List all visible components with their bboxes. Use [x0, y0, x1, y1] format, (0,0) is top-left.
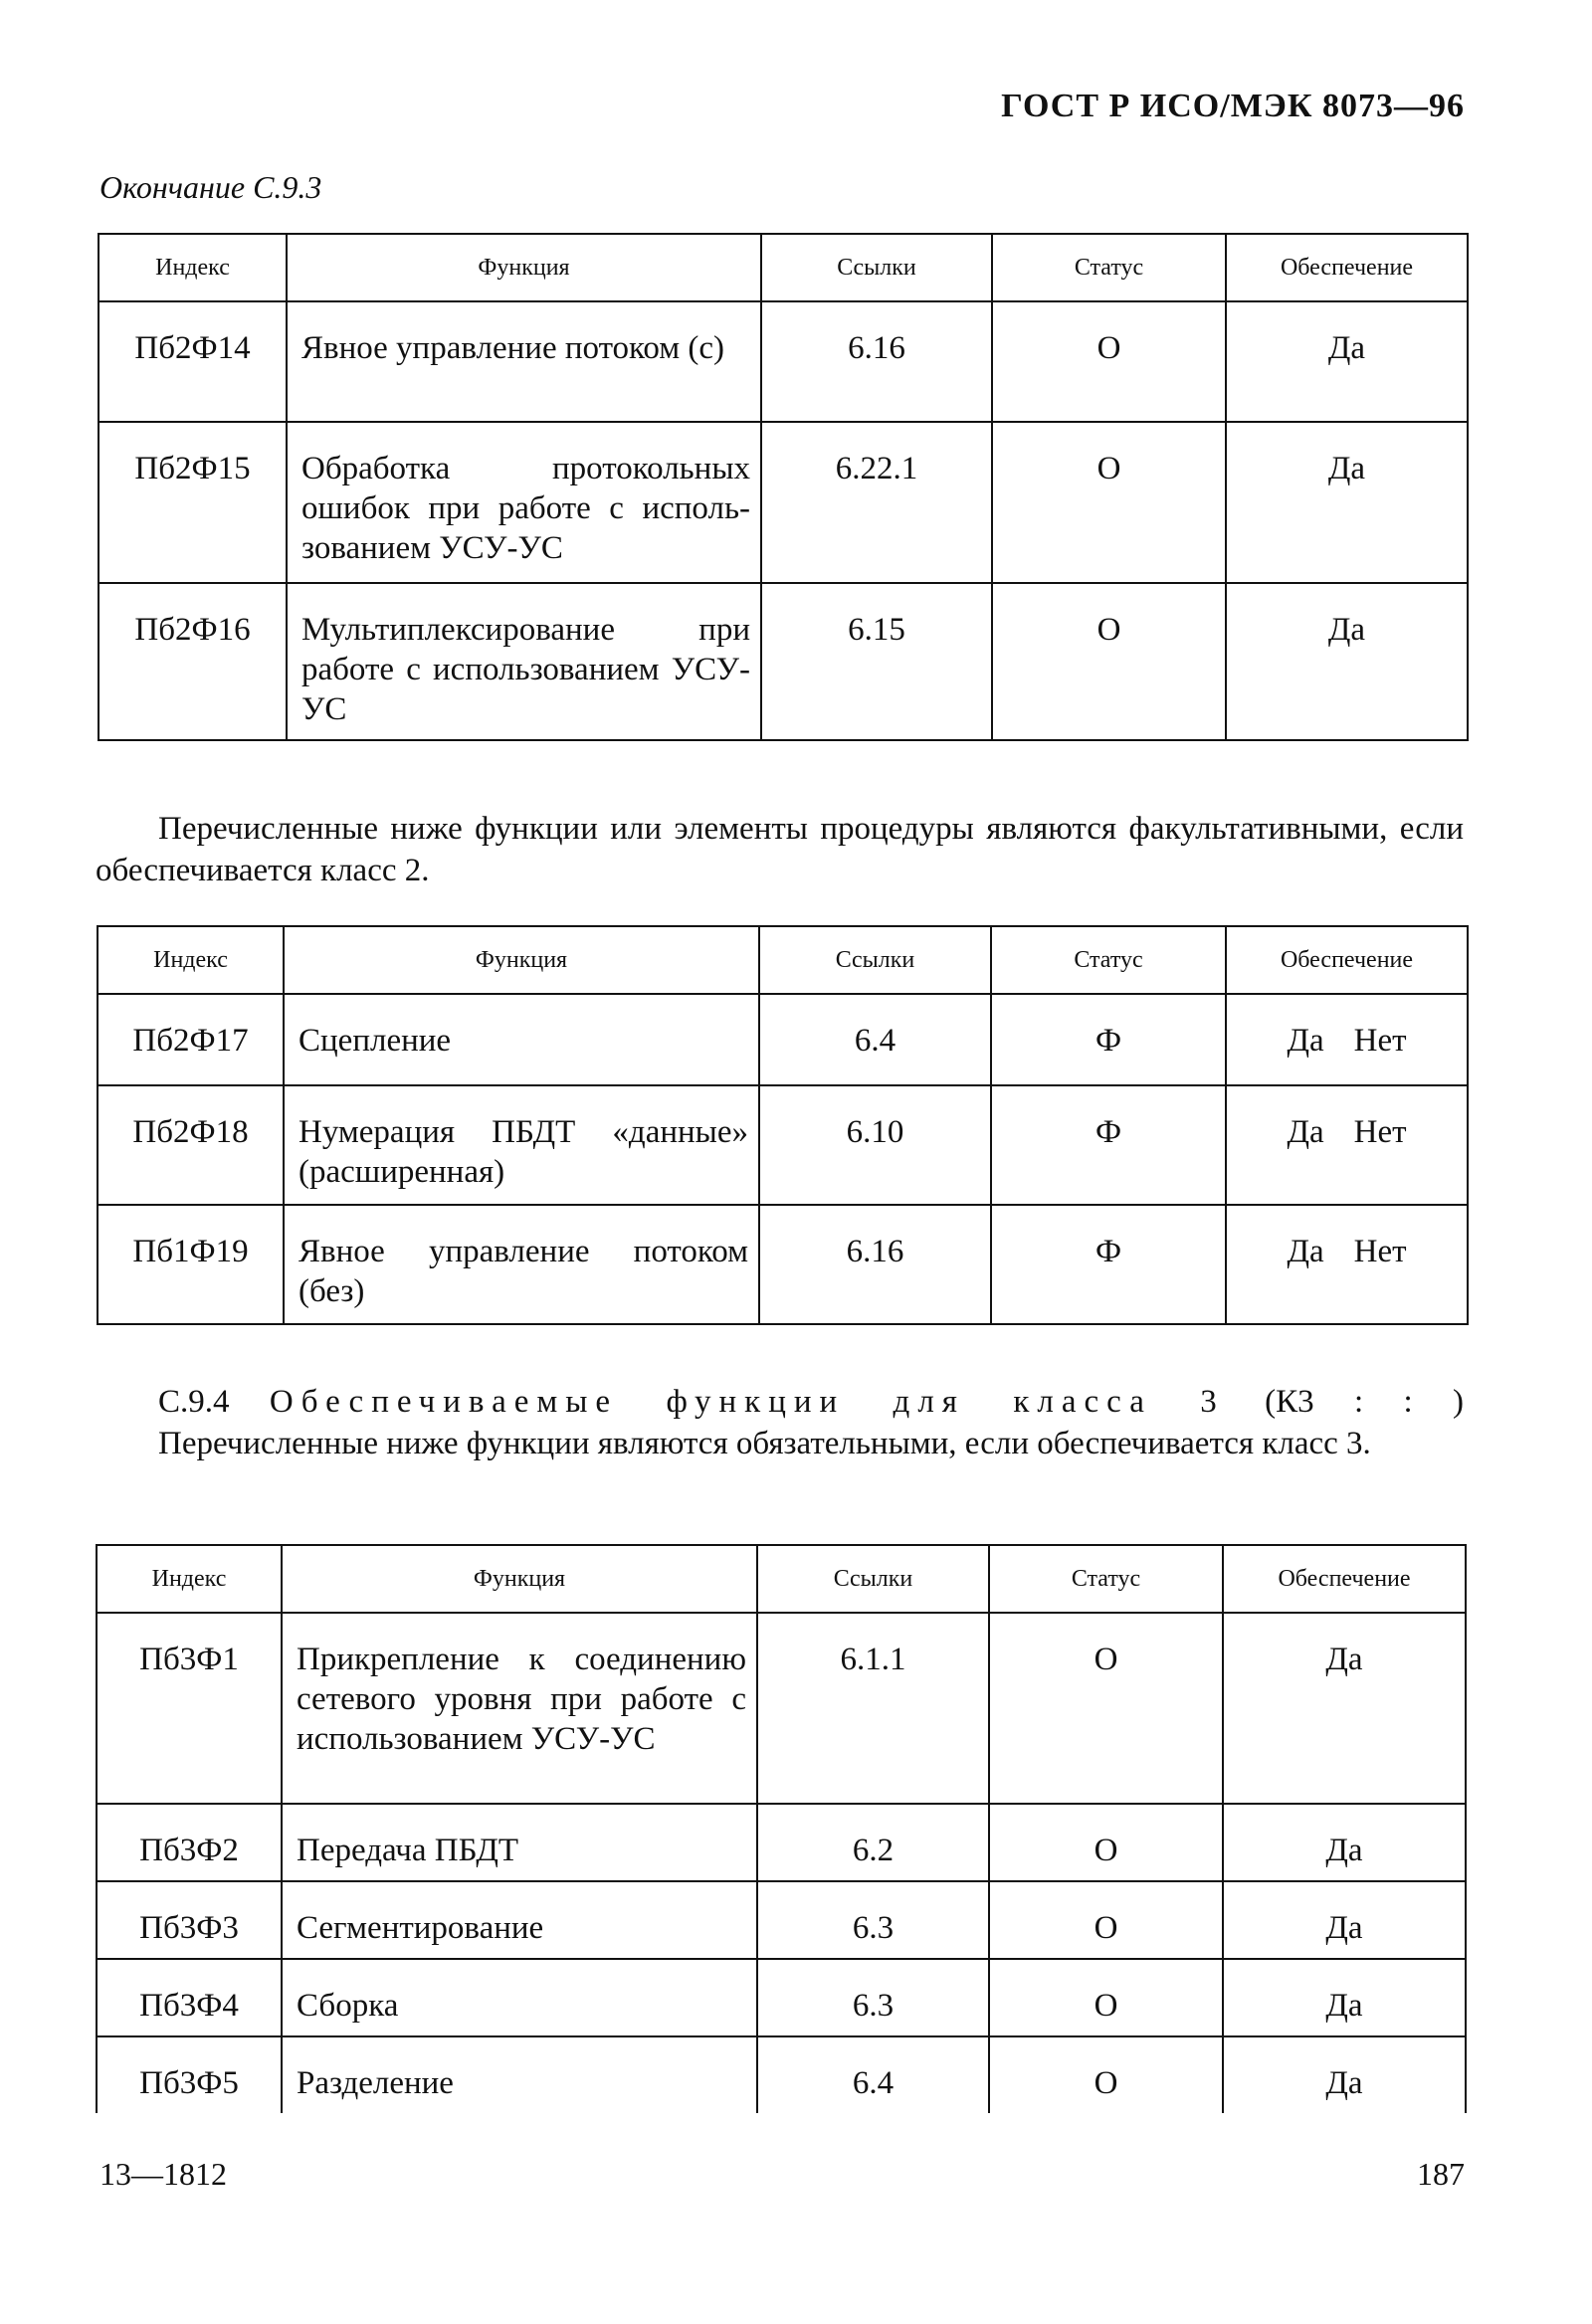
cell-function: Сцепление	[284, 994, 759, 1085]
cell-provision	[1226, 994, 1468, 1085]
table-header-row	[97, 1545, 1466, 1613]
cell-ref: 6.3	[757, 1959, 989, 2036]
document-header: ГОСТ Р ИСО/МЭК 8073—96	[1001, 88, 1465, 124]
paragraph-optional-functions: Перечисленные ниже функции или элементы процедуры являются факультативными, если обеспечивается класс 2.	[96, 811, 1464, 888]
cell-status: Ф	[991, 994, 1226, 1085]
functions-table-class3	[96, 1544, 1467, 2113]
cell-provision: Да	[1226, 301, 1468, 422]
table-row	[98, 994, 1468, 1085]
section-number: С.9.4	[158, 1384, 230, 1420]
cell-ref: 6.22.1	[761, 422, 992, 583]
column-header-refs: Ссылки	[761, 234, 992, 301]
cell-ref: 6.1.1	[757, 1613, 989, 1804]
cell-index: Пб2Ф16	[99, 583, 287, 740]
page-number: 187	[1417, 2156, 1465, 2192]
cell-function: Мультиплексирование при работе с использованием УСУ-УС	[287, 583, 761, 740]
column-header-index: Индекс	[97, 1545, 282, 1613]
cell-status: О	[992, 583, 1226, 740]
cell-provision	[1226, 1085, 1468, 1205]
column-header-index: Индекс	[99, 234, 287, 301]
column-header-refs: Ссылки	[759, 926, 991, 994]
cell-index: Пб2Ф15	[99, 422, 287, 583]
cell-index: Пб2Ф14	[99, 301, 287, 422]
cell-function: Явное управление потоком (без)	[284, 1205, 759, 1324]
cell-status: О	[989, 1804, 1223, 1881]
footer-print-code: 13—1812	[100, 2156, 227, 2192]
table-row	[99, 583, 1468, 740]
cell-function: Сегментирование	[282, 1881, 757, 1959]
table-caption: Окончание С.9.3	[100, 169, 322, 205]
cell-status: О	[992, 301, 1226, 422]
table-row	[97, 1804, 1466, 1881]
functions-table-class2-end	[98, 233, 1469, 741]
column-header-provision: Обеспечение	[1226, 234, 1468, 301]
column-header-status: Статус	[992, 234, 1226, 301]
provision-yes: Да	[1287, 1234, 1324, 1269]
cell-status: О	[992, 422, 1226, 583]
table-row	[99, 301, 1468, 422]
cell-provision	[1226, 1205, 1468, 1324]
table-row	[97, 1959, 1466, 2036]
table-row	[99, 422, 1468, 583]
provision-no: Нет	[1353, 1234, 1407, 1269]
section-body: Перечисленные ниже функции являются обязательными, если обеспечивается класс 3.	[158, 1426, 1371, 1461]
section-code: (К3 : : )	[1265, 1384, 1465, 1420]
cell-ref: 6.4	[757, 2036, 989, 2113]
cell-ref: 6.4	[759, 994, 991, 1085]
cell-status: О	[989, 2036, 1223, 2113]
column-header-function: Функция	[282, 1545, 757, 1613]
column-header-function: Функция	[287, 234, 761, 301]
cell-function: Разделение	[282, 2036, 757, 2113]
cell-function: Передача ПБДТ	[282, 1804, 757, 1881]
cell-status: О	[989, 1881, 1223, 1959]
cell-provision: Да	[1226, 422, 1468, 583]
table-row	[98, 1205, 1468, 1324]
provision-no: Нет	[1353, 1114, 1407, 1150]
cell-status: Ф	[991, 1085, 1226, 1205]
cell-ref: 6.3	[757, 1881, 989, 1959]
column-header-index: Индекс	[98, 926, 284, 994]
cell-function: Обработка протокольных ошибок при работе с использованием УСУ-УС	[287, 422, 761, 583]
table-row	[97, 2036, 1466, 2113]
cell-index: Пб2Ф18	[98, 1085, 284, 1205]
cell-provision: Да	[1223, 1613, 1466, 1804]
provision-yes: Да	[1287, 1114, 1324, 1150]
cell-index: Пб1Ф19	[98, 1205, 284, 1324]
cell-provision: Да	[1223, 2036, 1466, 2113]
cell-status: О	[989, 1959, 1223, 2036]
cell-status: О	[989, 1613, 1223, 1804]
cell-ref: 6.2	[757, 1804, 989, 1881]
cell-index: Пб3Ф4	[97, 1959, 282, 2036]
column-header-provision: Обеспечение	[1223, 1545, 1466, 1613]
column-header-function: Функция	[284, 926, 759, 994]
cell-index: Пб3Ф2	[97, 1804, 282, 1881]
cell-status: Ф	[991, 1205, 1226, 1324]
cell-ref: 6.16	[761, 301, 992, 422]
table-row	[97, 1613, 1466, 1804]
column-header-status: Статус	[991, 926, 1226, 994]
cell-function: Явное управление потоком (с)	[287, 301, 761, 422]
column-header-provision: Обеспечение	[1226, 926, 1468, 994]
cell-ref: 6.10	[759, 1085, 991, 1205]
cell-function: Сборка	[282, 1959, 757, 2036]
table-header-row	[98, 926, 1468, 994]
provision-no: Нет	[1353, 1023, 1407, 1059]
column-header-refs: Ссылки	[757, 1545, 989, 1613]
section-heading	[96, 1381, 1464, 1423]
section-title: Обеспечиваемые функции для класса 3	[269, 1384, 1225, 1420]
provision-yes: Да	[1287, 1023, 1324, 1059]
functions-table-class2-optional	[97, 925, 1469, 1325]
cell-function: Прикрепление к соединению сетевого уровня при работе с использованием УСУ-УС	[282, 1613, 757, 1804]
table-row	[98, 1085, 1468, 1205]
section-c94	[96, 1381, 1464, 1464]
cell-provision: Да	[1223, 1881, 1466, 1959]
cell-provision: Да	[1226, 583, 1468, 740]
cell-index: Пб3Ф5	[97, 2036, 282, 2113]
cell-index: Пб3Ф3	[97, 1881, 282, 1959]
cell-index: Пб3Ф1	[97, 1613, 282, 1804]
cell-ref: 6.16	[759, 1205, 991, 1324]
cell-ref: 6.15	[761, 583, 992, 740]
column-header-status: Статус	[989, 1545, 1223, 1613]
table-row	[97, 1881, 1466, 1959]
cell-provision: Да	[1223, 1959, 1466, 2036]
cell-provision: Да	[1223, 1804, 1466, 1881]
table-header-row	[99, 234, 1468, 301]
cell-index: Пб2Ф17	[98, 994, 284, 1085]
cell-function: Нумерация ПБДТ «данные» (расширенная)	[284, 1085, 759, 1205]
